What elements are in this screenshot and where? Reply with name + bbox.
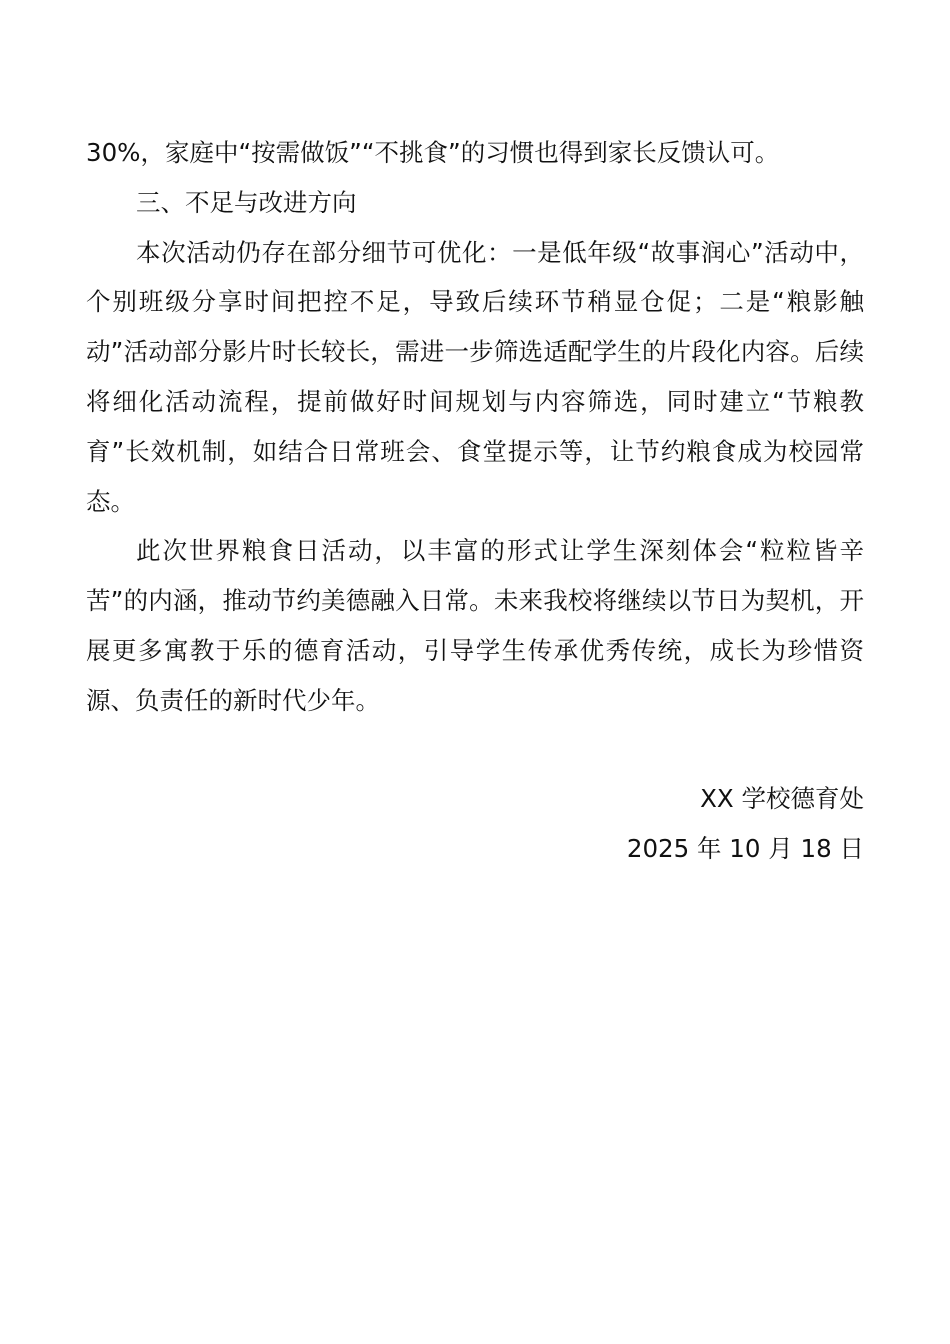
section-heading: 三、不足与改进方向	[136, 187, 357, 217]
signature-organization: XX 学校德育处	[700, 784, 864, 813]
paragraph-conclusion: 此次世界粮食日活动，以丰富的形式让学生深刻体会“粒粒皆辛苦”的内涵，推动节约美德融入日常。未来我校将继续以节日为契机，开展更多寓教于乐的德育活动，引导学生传承优秀传统，成长为珍惜资源、负责任的新时代少年。	[86, 536, 864, 715]
document-body	[86, 128, 864, 726]
paragraph-continuation: 30%，家庭中“按需做饭”“不挑食”的习惯也得到家长反馈认可。	[86, 138, 780, 167]
signature-block	[627, 774, 864, 874]
paragraph-improvements: 本次活动仍存在部分细节可优化：一是低年级“故事润心”活动中，个别班级分享时间把控不足，导致后续环节稍显仓促；二是“粮影触动”活动部分影片时长较长，需进一步筛选适配学生的片段化内容。后续将细化活动流程，提前做好时间规划与内容筛选，同时建立“节粮教育”长效机制，如结合日常班会、食堂提示等，让节约粮食成为校园常态。	[86, 237, 864, 516]
signature-date: 2025 年 10 月 18 日	[626, 833, 864, 863]
